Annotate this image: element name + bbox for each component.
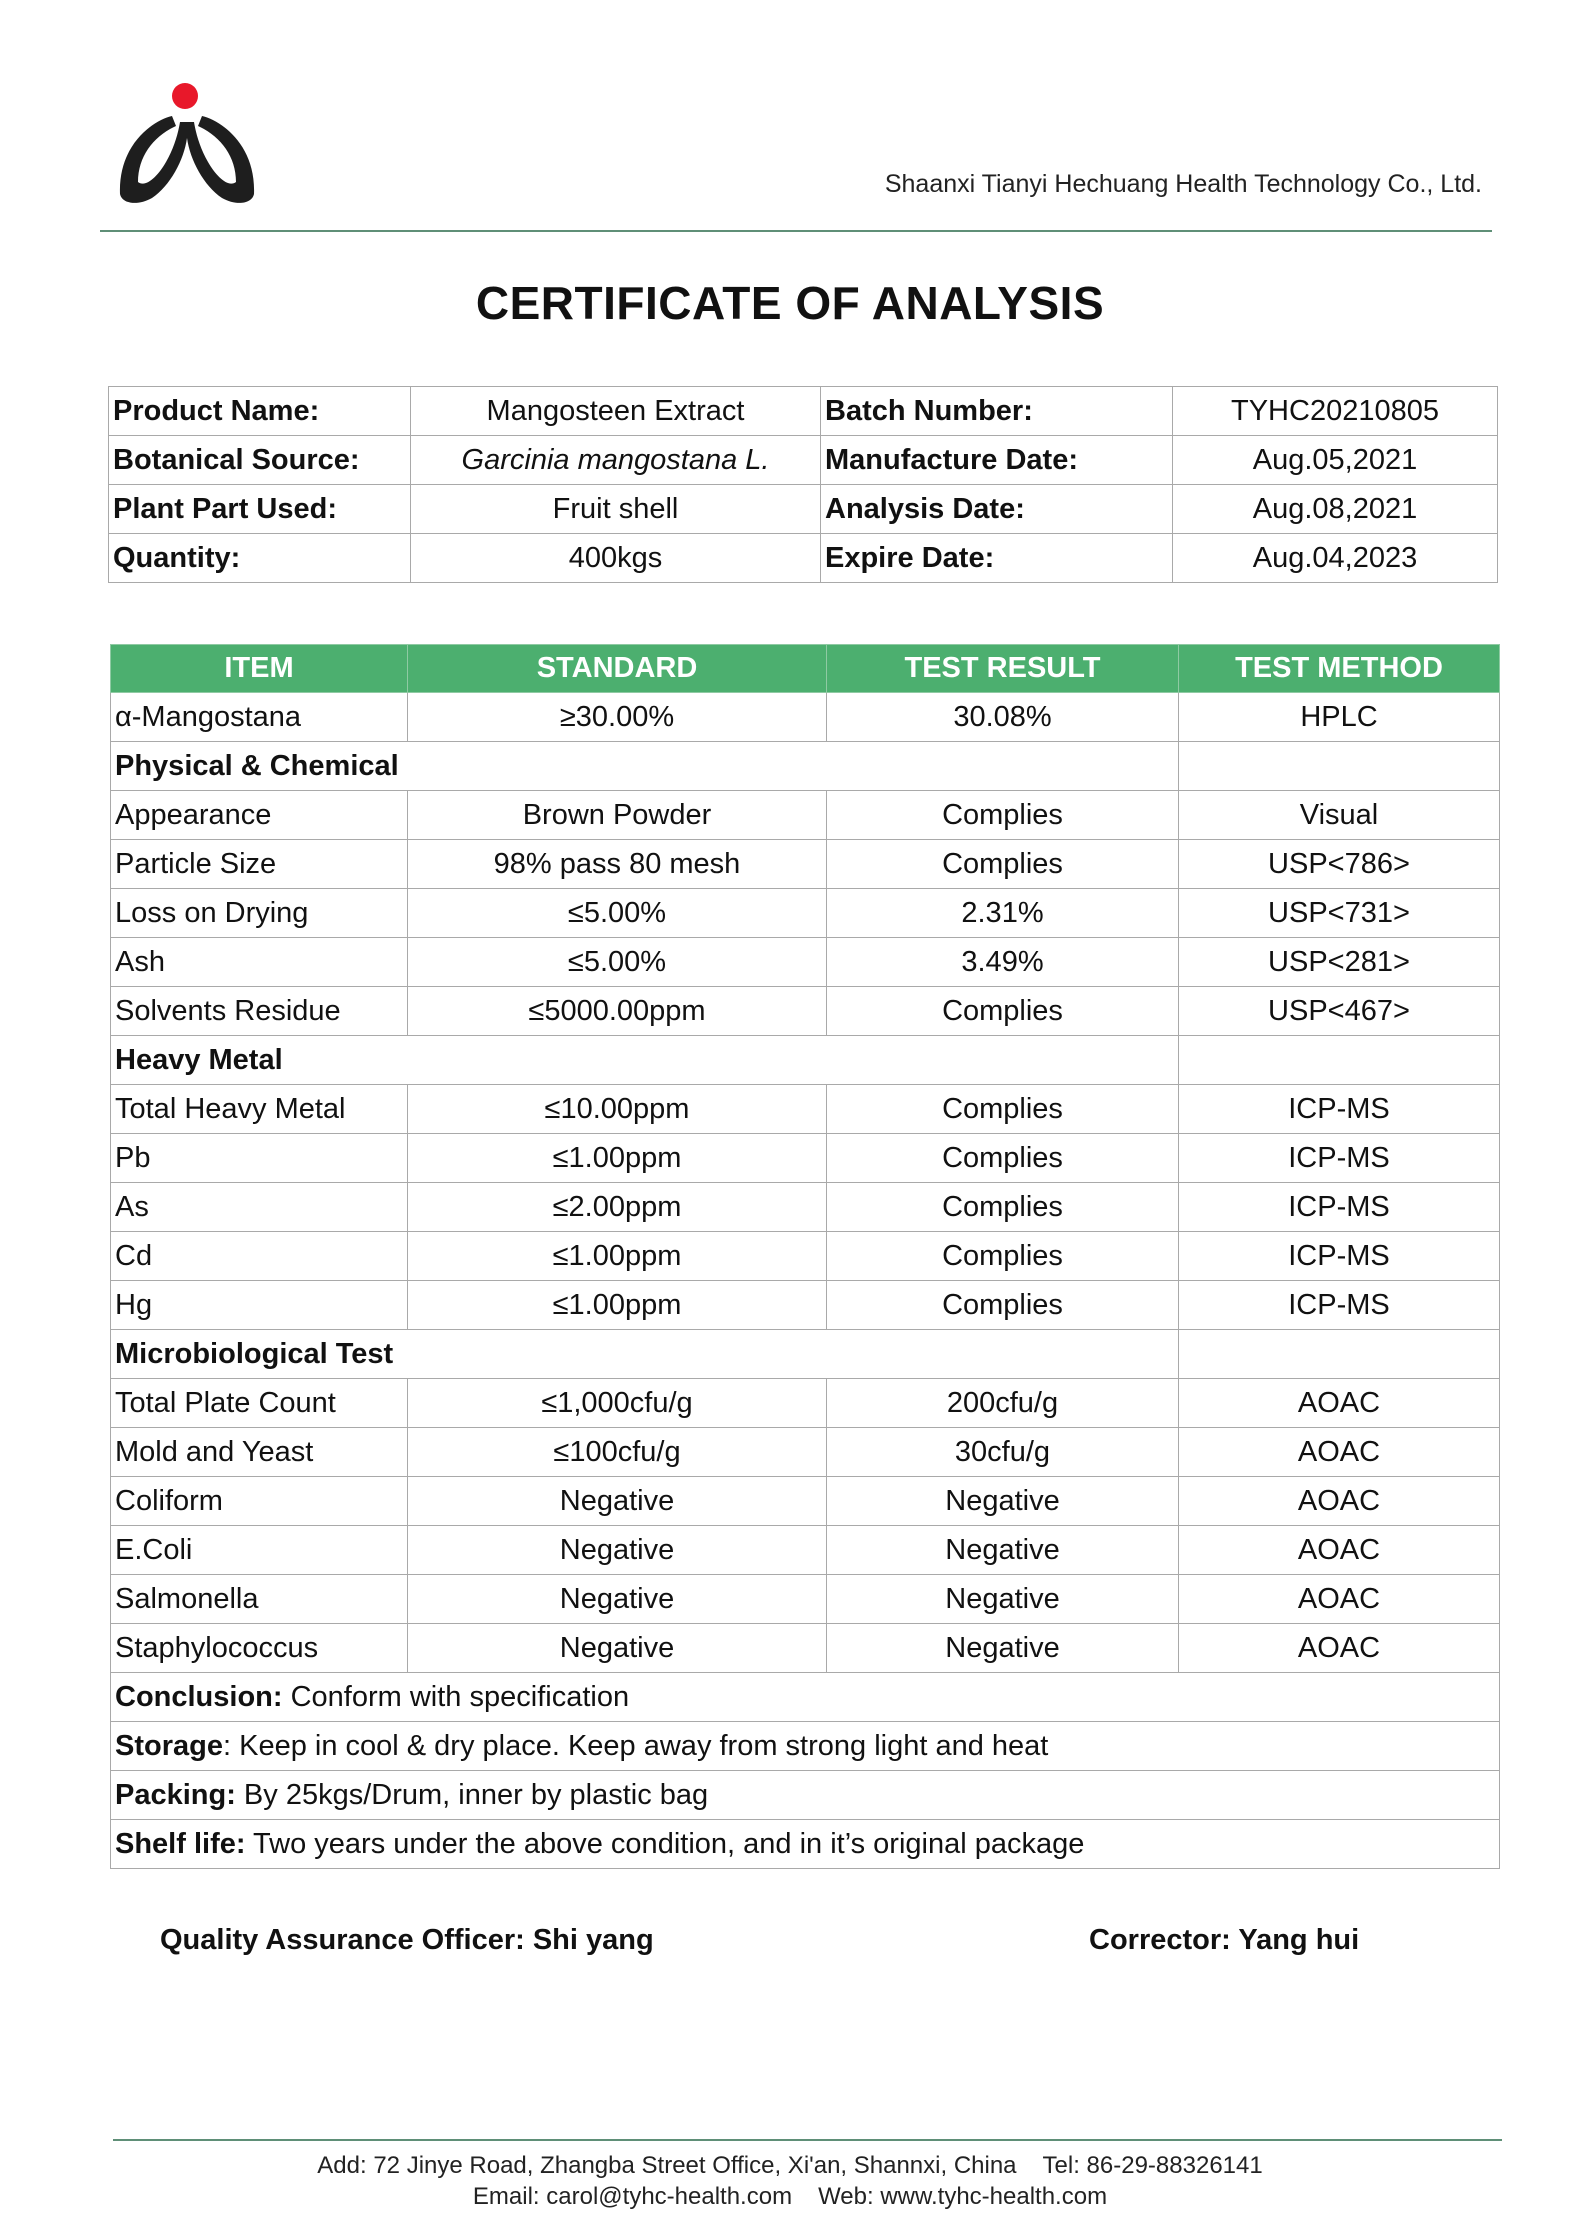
note-cell: [111, 1722, 1500, 1771]
result-cell: 30cfu/g: [827, 1428, 1179, 1477]
standard-cell: ≤5000.00ppm: [408, 987, 827, 1036]
section-title: Heavy Metal: [111, 1036, 1179, 1085]
expire-date-value: Aug.04,2023: [1173, 534, 1498, 583]
quantity-label: Quantity:: [109, 534, 411, 583]
plant-part-value: Fruit shell: [411, 485, 821, 534]
item-cell: Hg: [111, 1281, 408, 1330]
standard-cell: ≤1.00ppm: [408, 1134, 827, 1183]
note-text: By 25kgs/Drum, inner by plastic bag: [235, 1778, 709, 1811]
method-cell: Visual: [1179, 791, 1500, 840]
standard-cell: Negative: [408, 1526, 827, 1575]
table-row: [111, 987, 1500, 1036]
note-row: [111, 1771, 1500, 1820]
result-cell: Negative: [827, 1526, 1179, 1575]
section-empty-cell: [1179, 742, 1500, 791]
table-row: [111, 938, 1500, 987]
note-cell: [111, 1820, 1500, 1869]
item-cell: Total Heavy Metal: [111, 1085, 408, 1134]
method-cell: AOAC: [1179, 1526, 1500, 1575]
item-cell: E.Coli: [111, 1526, 408, 1575]
footer-tel: Tel: 86-29-88326141: [1042, 2152, 1263, 2179]
section-title: Microbiological Test: [111, 1330, 1179, 1379]
info-row: [109, 534, 1498, 583]
footer-line-1: [0, 2152, 1580, 2180]
info-row: [109, 436, 1498, 485]
qa-officer-signature: Quality Assurance Officer: Shi yang: [160, 1924, 654, 1956]
standard-cell: Negative: [408, 1624, 827, 1673]
standard-cell: Brown Powder: [408, 791, 827, 840]
result-cell: Complies: [827, 1134, 1179, 1183]
standard-cell: ≤1,000cfu/g: [408, 1379, 827, 1428]
section-row: [111, 1036, 1500, 1085]
product-name-label: Product Name:: [109, 387, 411, 436]
standard-cell: 98% pass 80 mesh: [408, 840, 827, 889]
item-cell: Total Plate Count: [111, 1379, 408, 1428]
item-cell: α-Mangostana: [111, 693, 408, 742]
table-row: [111, 791, 1500, 840]
result-cell: Complies: [827, 987, 1179, 1036]
section-row: [111, 1330, 1500, 1379]
result-cell: Complies: [827, 791, 1179, 840]
tyhc-logo-icon: [112, 78, 262, 208]
results-body: [111, 693, 1500, 1869]
method-cell: AOAC: [1179, 1624, 1500, 1673]
table-row: [111, 1624, 1500, 1673]
item-cell: Appearance: [111, 791, 408, 840]
standard-cell: ≤5.00%: [408, 889, 827, 938]
method-cell: HPLC: [1179, 693, 1500, 742]
standard-cell: ≤1.00ppm: [408, 1281, 827, 1330]
method-cell: ICP-MS: [1179, 1134, 1500, 1183]
result-cell: 30.08%: [827, 693, 1179, 742]
result-cell: Complies: [827, 1232, 1179, 1281]
column-header: TEST RESULT: [827, 645, 1179, 693]
method-cell: ICP-MS: [1179, 1232, 1500, 1281]
note-row: [111, 1673, 1500, 1722]
method-cell: ICP-MS: [1179, 1085, 1500, 1134]
result-cell: Complies: [827, 1183, 1179, 1232]
results-header-row: [111, 645, 1500, 693]
note-row: [111, 1820, 1500, 1869]
standard-cell: Negative: [408, 1575, 827, 1624]
standard-cell: ≤100cfu/g: [408, 1428, 827, 1477]
expire-date-label: Expire Date:: [821, 534, 1173, 583]
note-row: [111, 1722, 1500, 1771]
method-cell: AOAC: [1179, 1575, 1500, 1624]
table-row: [111, 840, 1500, 889]
footer-divider: [113, 2139, 1502, 2141]
result-cell: Negative: [827, 1575, 1179, 1624]
product-info-table: [108, 386, 1498, 583]
manufacture-date-value: Aug.05,2021: [1173, 436, 1498, 485]
info-row: [109, 387, 1498, 436]
table-row: [111, 889, 1500, 938]
table-row: [111, 1134, 1500, 1183]
footer-web: Web: www.tyhc-health.com: [818, 2183, 1108, 2210]
table-row: [111, 1085, 1500, 1134]
standard-cell: ≤2.00ppm: [408, 1183, 827, 1232]
analysis-date-label: Analysis Date:: [821, 485, 1173, 534]
standard-cell: Negative: [408, 1477, 827, 1526]
botanical-source-value: Garcinia mangostana L.: [411, 436, 821, 485]
plant-part-label: Plant Part Used:: [109, 485, 411, 534]
header-divider: [100, 230, 1492, 232]
note-cell: [111, 1673, 1500, 1722]
footer-address: Add: 72 Jinye Road, Zhangba Street Office, Xi'an, Shannxi, China: [317, 2152, 1017, 2179]
item-cell: Coliform: [111, 1477, 408, 1526]
table-row: [111, 1428, 1500, 1477]
item-cell: Mold and Yeast: [111, 1428, 408, 1477]
method-cell: AOAC: [1179, 1428, 1500, 1477]
section-empty-cell: [1179, 1036, 1500, 1085]
corrector-signature: Corrector: Yang hui: [1089, 1924, 1360, 1956]
company-name: Shaanxi Tianyi Hechuang Health Technology Co., Ltd.: [884, 170, 1482, 198]
results-table: [110, 644, 1500, 1869]
method-cell: AOAC: [1179, 1477, 1500, 1526]
method-cell: ICP-MS: [1179, 1183, 1500, 1232]
footer-line-2: [0, 2183, 1580, 2211]
column-header: STANDARD: [408, 645, 827, 693]
note-text: Two years under the above condition, and in it’s original package: [245, 1827, 1085, 1860]
method-cell: USP<467>: [1179, 987, 1500, 1036]
result-cell: Complies: [827, 1281, 1179, 1330]
note-label: Packing:: [115, 1778, 236, 1811]
method-cell: USP<281>: [1179, 938, 1500, 987]
info-row: [109, 485, 1498, 534]
result-cell: Negative: [827, 1624, 1179, 1673]
item-cell: Salmonella: [111, 1575, 408, 1624]
standard-cell: ≤10.00ppm: [408, 1085, 827, 1134]
result-cell: 200cfu/g: [827, 1379, 1179, 1428]
table-row: [111, 1281, 1500, 1330]
standard-cell: ≤5.00%: [408, 938, 827, 987]
quantity-value: 400kgs: [411, 534, 821, 583]
method-cell: USP<786>: [1179, 840, 1500, 889]
table-row: [111, 1232, 1500, 1281]
note-label: Storage: [115, 1729, 223, 1762]
note-label: Shelf life:: [115, 1827, 246, 1860]
standard-cell: ≥30.00%: [408, 693, 827, 742]
note-label: Conclusion:: [115, 1680, 283, 1713]
item-cell: Solvents Residue: [111, 987, 408, 1036]
document-title: CERTIFICATE OF ANALYSIS: [475, 277, 1105, 329]
batch-number-value: TYHC20210805: [1173, 387, 1498, 436]
result-cell: Negative: [827, 1477, 1179, 1526]
manufacture-date-label: Manufacture Date:: [821, 436, 1173, 485]
result-cell: Complies: [827, 840, 1179, 889]
product-name-value: Mangosteen Extract: [411, 387, 821, 436]
column-header: ITEM: [111, 645, 408, 693]
table-row: [111, 1183, 1500, 1232]
result-cell: 2.31%: [827, 889, 1179, 938]
table-row: [111, 1477, 1500, 1526]
method-cell: AOAC: [1179, 1379, 1500, 1428]
section-row: [111, 742, 1500, 791]
item-cell: Staphylococcus: [111, 1624, 408, 1673]
item-cell: As: [111, 1183, 408, 1232]
batch-number-label: Batch Number:: [821, 387, 1173, 436]
botanical-source-label: Botanical Source:: [109, 436, 411, 485]
method-cell: ICP-MS: [1179, 1281, 1500, 1330]
section-empty-cell: [1179, 1330, 1500, 1379]
item-cell: Loss on Drying: [111, 889, 408, 938]
method-cell: USP<731>: [1179, 889, 1500, 938]
note-text: Conform with specification: [282, 1680, 630, 1713]
item-cell: Ash: [111, 938, 408, 987]
column-header: TEST METHOD: [1179, 645, 1500, 693]
result-cell: Complies: [827, 1085, 1179, 1134]
table-row: [111, 693, 1500, 742]
section-title: Physical & Chemical: [111, 742, 1179, 791]
item-cell: Cd: [111, 1232, 408, 1281]
note-text: : Keep in cool & dry place. Keep away from strong light and heat: [222, 1729, 1049, 1762]
item-cell: Pb: [111, 1134, 408, 1183]
item-cell: Particle Size: [111, 840, 408, 889]
table-row: [111, 1379, 1500, 1428]
footer-email: Email: carol@tyhc-health.com: [472, 2183, 793, 2210]
table-row: [111, 1526, 1500, 1575]
standard-cell: ≤1.00ppm: [408, 1232, 827, 1281]
table-row: [111, 1575, 1500, 1624]
result-cell: 3.49%: [827, 938, 1179, 987]
analysis-date-value: Aug.08,2021: [1173, 485, 1498, 534]
note-cell: [111, 1771, 1500, 1820]
